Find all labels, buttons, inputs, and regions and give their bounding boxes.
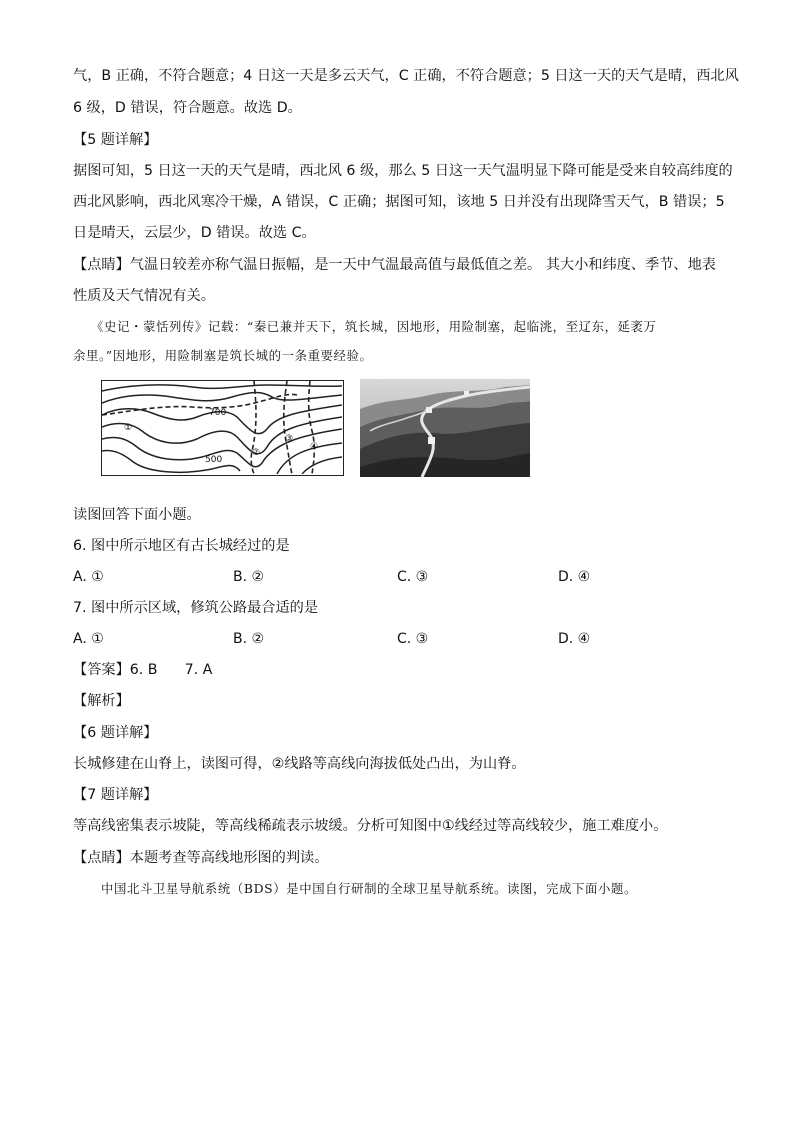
text-line: 长城修建在山脊上，读图可得，②线路等高线向海拔低处凸出，为山脊。: [73, 756, 526, 772]
section-heading: 【5 题详解】: [73, 132, 158, 148]
q6-option-b[interactable]: B. ②: [233, 569, 265, 585]
question-6: 6. 图中所示地区有古长城经过的是: [73, 538, 290, 554]
contour-line: [302, 457, 342, 474]
great-wall-photo: [360, 379, 530, 477]
section-heading: 【7 题详解】: [73, 787, 158, 803]
contour-label-700: 700: [209, 408, 227, 418]
contour-map-svg: [102, 381, 342, 474]
q7-option-b[interactable]: B. ②: [233, 631, 265, 647]
route-2: [251, 381, 256, 474]
contour-line: [102, 393, 342, 404]
passage-line: 《史记・蒙恬列传》记载：“秦已兼并天下，筑长城，因地形，用险制塞，起临洮，至辽东，延袤万: [91, 319, 657, 334]
passage-line: 中国北斗卫星导航系统（BDS）是中国自行研制的全球卫星导航系统。读图，完成下面小题。: [101, 881, 637, 896]
route-1: [102, 394, 297, 415]
answer-row: [73, 660, 212, 680]
answer-label: 【答案】: [73, 662, 130, 678]
text-line: 等高线密集表示坡陡，等高线稀疏表示坡缓。分析可知图中①线经过等高线较少，施工难度小。: [73, 818, 668, 834]
instruction-line: 读图回答下面小题。: [73, 507, 201, 523]
q6-option-d[interactable]: D. ④: [558, 569, 591, 585]
q7-option-c[interactable]: C. ③: [397, 631, 429, 647]
q7-option-a[interactable]: A. ①: [73, 631, 104, 647]
route-marker-1: ①: [124, 423, 133, 433]
analysis-heading: 【解析】: [73, 693, 130, 709]
contour-line: [102, 385, 342, 391]
text-line: 日是晴天，云层少，D 错误。故选 C。: [73, 225, 316, 241]
text-line: 6 级，D 错误，符合题意。故选 D。: [73, 100, 302, 116]
tip-line: 【点睛】本题考查等高线地形图的判读。: [73, 850, 329, 866]
great-wall-illustration: [360, 379, 530, 477]
tip-line: 【点睛】气温日较差亦称气温日振幅，是一天中气温最高值与最低值之差。 其大小和纬度、季节、地表: [73, 257, 716, 273]
text-line: 性质及天气情况有关。: [73, 288, 215, 304]
contour-label-500: 500: [205, 455, 223, 465]
q7-option-d[interactable]: D. ④: [558, 631, 591, 647]
q6-option-a[interactable]: A. ①: [73, 569, 104, 585]
route-marker-4: ④: [310, 442, 319, 452]
answer-text: 6. B 7. A: [129, 662, 213, 678]
section-heading: 【6 题详解】: [73, 725, 158, 741]
text-line: 西北风影响，西北风寒冷干燥，A 错误，C 正确；据图可知，该地 5 日并没有出现降雪天气，B 错误；5: [73, 194, 725, 210]
text-line: 气，B 正确，不符合题意；4 日这一天是多云天气，C 正确，不符合题意；5 日这一天的天气是晴，西北风: [73, 68, 739, 84]
passage-line: 余里。”因地形，用险制塞是筑长城的一条重要经验。: [73, 348, 373, 363]
q6-option-c[interactable]: C. ③: [397, 569, 429, 585]
text-line: 据图可知，5 日这一天的天气是晴，西北风 6 级，那么 5 日这一天气温明显下降可能是受来自较高纬度的: [73, 163, 733, 179]
route-marker-3: ③: [285, 434, 294, 444]
route-4: [309, 381, 315, 474]
route-marker-2: ②: [252, 448, 261, 458]
contour-map-figure: [101, 380, 344, 476]
question-7: 7. 图中所示区域，修筑公路最合适的是: [73, 600, 319, 616]
